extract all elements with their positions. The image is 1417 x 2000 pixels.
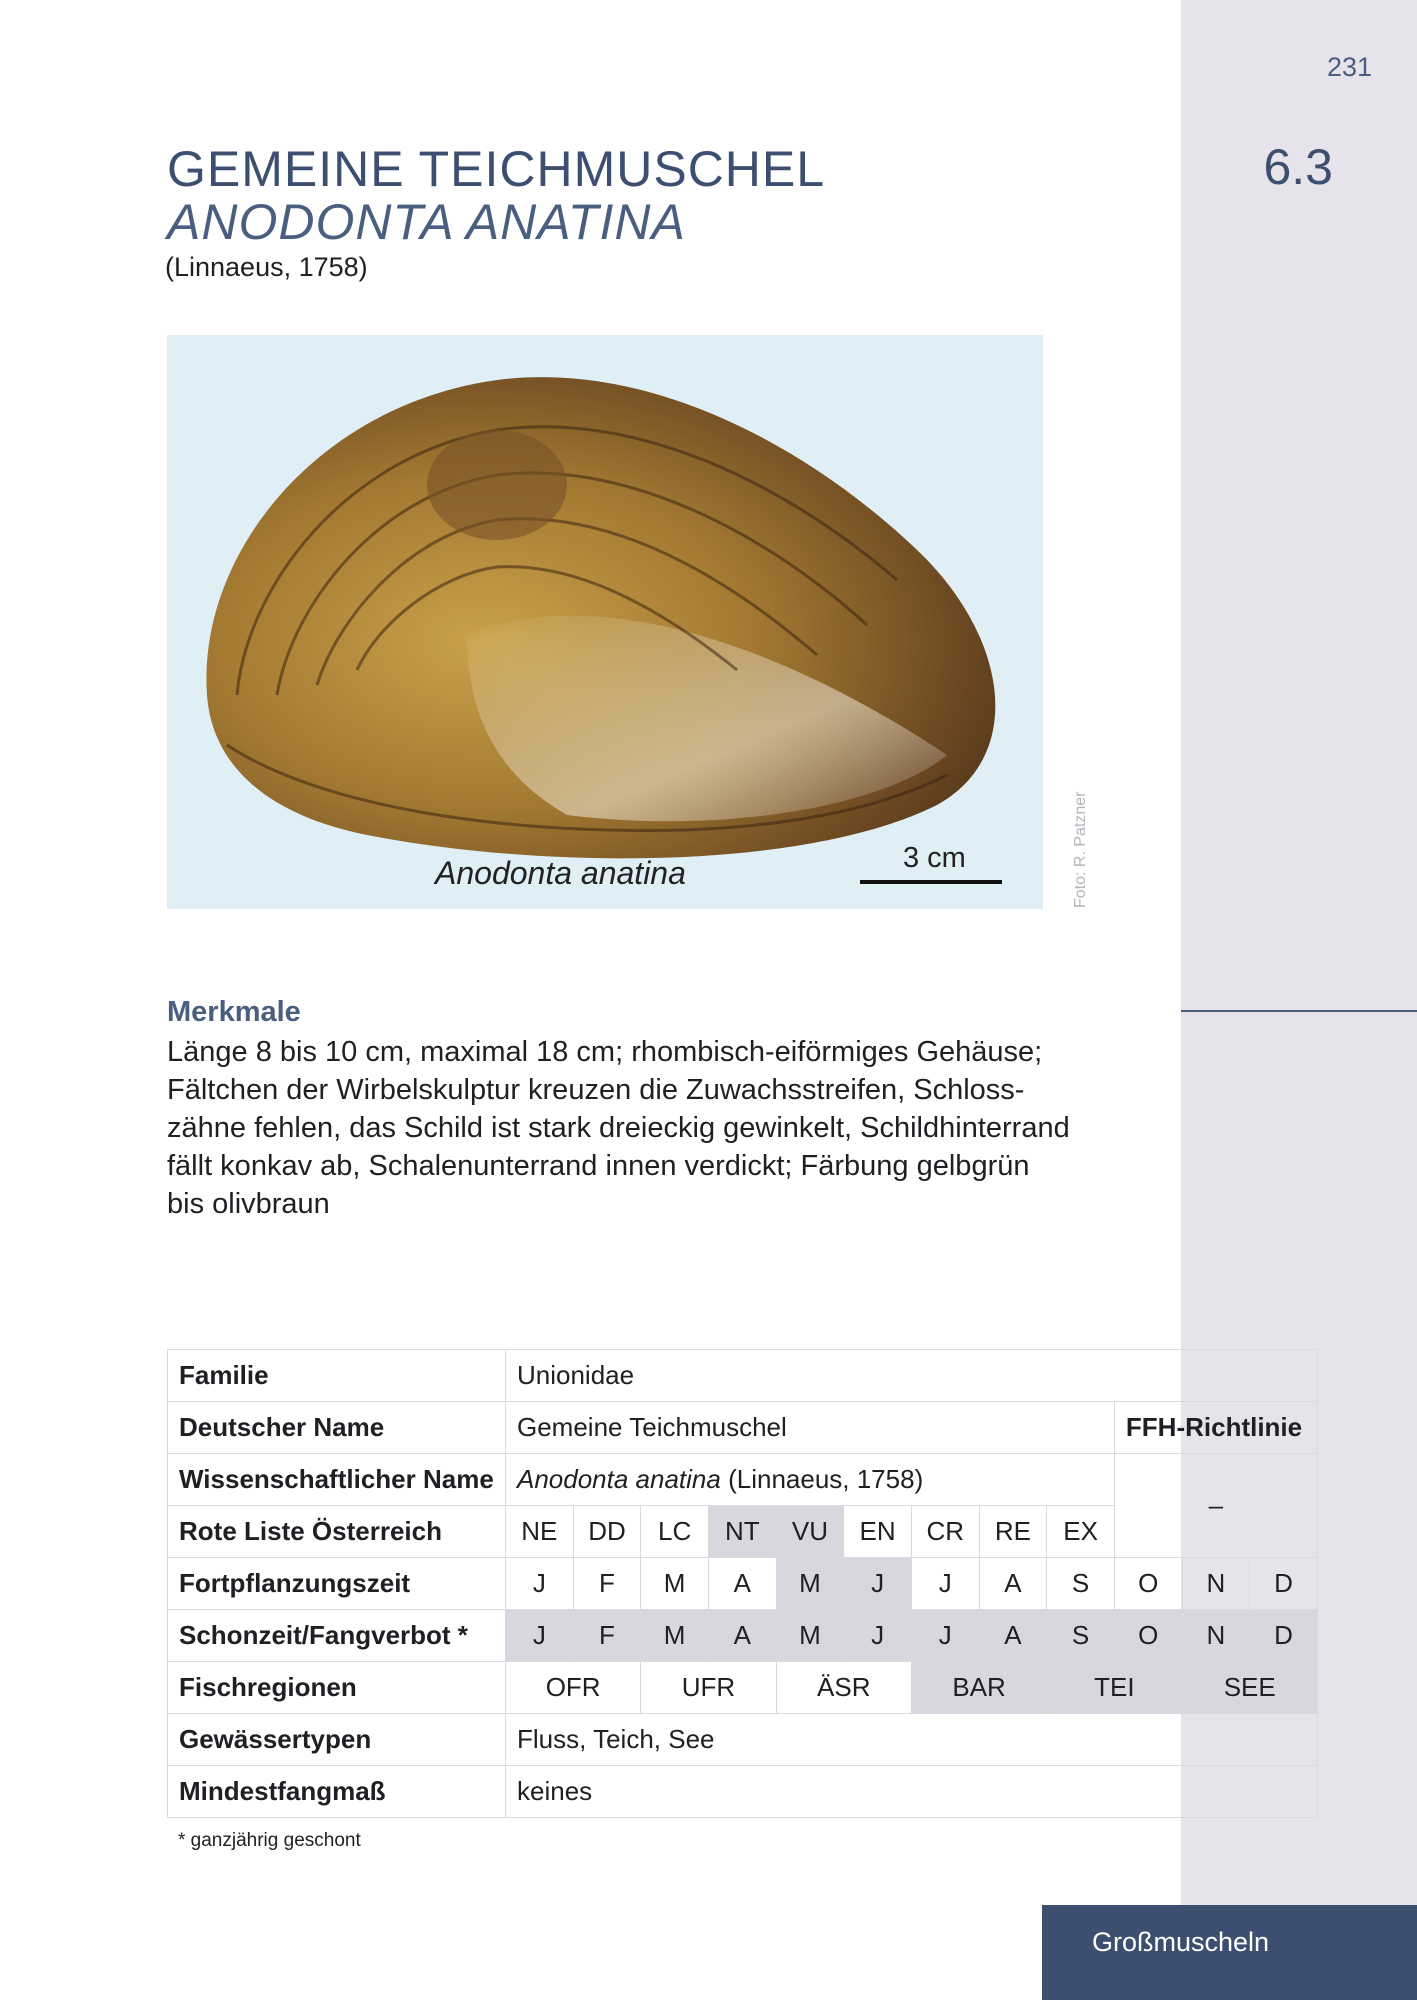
description-line: zähne fehlen, das Schild ist stark dreieckig gewinkelt, Schildhinterrand — [167, 1112, 1070, 1144]
month-cell: N — [1182, 1558, 1250, 1610]
table-row — [168, 1662, 1318, 1714]
table-row — [168, 1454, 1318, 1506]
mussel-photo — [167, 335, 1043, 909]
rote-liste-category: CR — [911, 1506, 979, 1558]
scientific-name-italic: Anodonta anatina — [517, 1464, 721, 1494]
rote-liste-category: DD — [573, 1506, 641, 1558]
month-cell: A — [979, 1558, 1047, 1610]
gewaessertypen-value: Fluss, Teich, See — [506, 1714, 1318, 1766]
month-cell: J — [506, 1558, 574, 1610]
species-author: (Linnaeus, 1758) — [165, 252, 368, 282]
month-cell: M — [776, 1558, 844, 1610]
region-cell: UFR — [641, 1662, 776, 1714]
month-cell: S — [1047, 1610, 1115, 1662]
month-cell: A — [708, 1558, 776, 1610]
scientific-name-author: (Linnaeus, 1758) — [720, 1464, 924, 1494]
month-cell: M — [776, 1610, 844, 1662]
familie-value: Unionidae — [506, 1350, 1318, 1402]
mussel-shell-illustration — [167, 335, 1043, 909]
month-cell: F — [573, 1610, 641, 1662]
month-cell: J — [911, 1558, 979, 1610]
table-row — [168, 1558, 1318, 1610]
row-label: Mindestfangmaß — [168, 1766, 506, 1818]
row-label: Schonzeit/Fangverbot * — [168, 1610, 506, 1662]
month-cell: N — [1182, 1610, 1250, 1662]
month-cell: D — [1250, 1610, 1318, 1662]
month-cell: O — [1114, 1558, 1182, 1610]
ffh-label: FFH-Richtlinie — [1114, 1402, 1317, 1454]
month-cell: A — [979, 1610, 1047, 1662]
mindestfangmass-value: keines — [506, 1766, 1318, 1818]
photo-credit: Foto: R. Patzner — [1072, 791, 1089, 908]
description-line: Fältchen der Wirbelskulptur kreuzen die Zuwachsstreifen, Schloss- — [167, 1074, 1025, 1106]
month-cell: M — [641, 1610, 709, 1662]
month-cell: O — [1114, 1610, 1182, 1662]
scientific-name: ANODONTA ANATINA — [167, 194, 686, 250]
row-label: Wissenschaftlicher Name — [168, 1454, 506, 1506]
ffh-value: – — [1114, 1454, 1317, 1558]
rote-liste-category: LC — [641, 1506, 709, 1558]
row-label: Familie — [168, 1350, 506, 1402]
table-footnote: * ganzjährig geschont — [178, 1830, 361, 1851]
row-label: Deutscher Name — [168, 1402, 506, 1454]
category-tab[interactable]: Großmuscheln — [1042, 1905, 1417, 2000]
month-cell: M — [641, 1558, 709, 1610]
photo-caption: Anodonta anatina — [435, 855, 686, 891]
region-cell: TEI — [1047, 1662, 1182, 1714]
section-number: 6.3 — [1263, 139, 1333, 195]
scale-label: 3 cm — [903, 842, 966, 874]
page-number: 231 — [1326, 52, 1372, 82]
month-cell: S — [1047, 1558, 1115, 1610]
rote-liste-category: NE — [506, 1506, 574, 1558]
month-cell: J — [844, 1558, 912, 1610]
rote-liste-category: VU — [776, 1506, 844, 1558]
month-cell: D — [1250, 1558, 1318, 1610]
region-cell: SEE — [1182, 1662, 1317, 1714]
description-line: bis olivbraun — [167, 1188, 330, 1220]
table-row — [168, 1350, 1318, 1402]
page-title: GEMEINE TEICHMUSCHEL — [167, 141, 826, 197]
scale-bar — [860, 880, 1002, 884]
region-cell: OFR — [506, 1662, 641, 1714]
rote-liste-category: NT — [708, 1506, 776, 1558]
table-row — [168, 1402, 1318, 1454]
row-label: Fortpflanzungszeit — [168, 1558, 506, 1610]
sidebar-divider — [1181, 1010, 1417, 1012]
description-line: Länge 8 bis 10 cm, maximal 18 cm; rhombisch-eiförmiges Gehäuse; — [167, 1036, 1043, 1068]
month-cell: J — [506, 1610, 574, 1662]
table-row — [168, 1766, 1318, 1818]
table-row — [168, 1714, 1318, 1766]
month-cell: A — [708, 1610, 776, 1662]
deutscher-name-value: Gemeine Teichmuschel — [506, 1402, 1115, 1454]
month-cell: F — [573, 1558, 641, 1610]
species-info-table — [167, 1349, 1318, 1818]
rote-liste-category: EX — [1047, 1506, 1115, 1558]
row-label: Fischregionen — [168, 1662, 506, 1714]
table-row — [168, 1610, 1318, 1662]
row-label: Rote Liste Österreich — [168, 1506, 506, 1558]
merkmale-description — [167, 1033, 1127, 1223]
region-cell: ÄSR — [776, 1662, 911, 1714]
region-cell: BAR — [911, 1662, 1046, 1714]
description-line: fällt konkav ab, Schalenunterrand innen verdickt; Färbung gelbgrün — [167, 1150, 1030, 1182]
month-cell: J — [911, 1610, 979, 1662]
wissenschaftlicher-name-value — [506, 1454, 1115, 1506]
row-label: Gewässertypen — [168, 1714, 506, 1766]
rote-liste-category: EN — [844, 1506, 912, 1558]
month-cell: J — [844, 1610, 912, 1662]
merkmale-heading: Merkmale — [167, 996, 301, 1028]
rote-liste-category: RE — [979, 1506, 1047, 1558]
